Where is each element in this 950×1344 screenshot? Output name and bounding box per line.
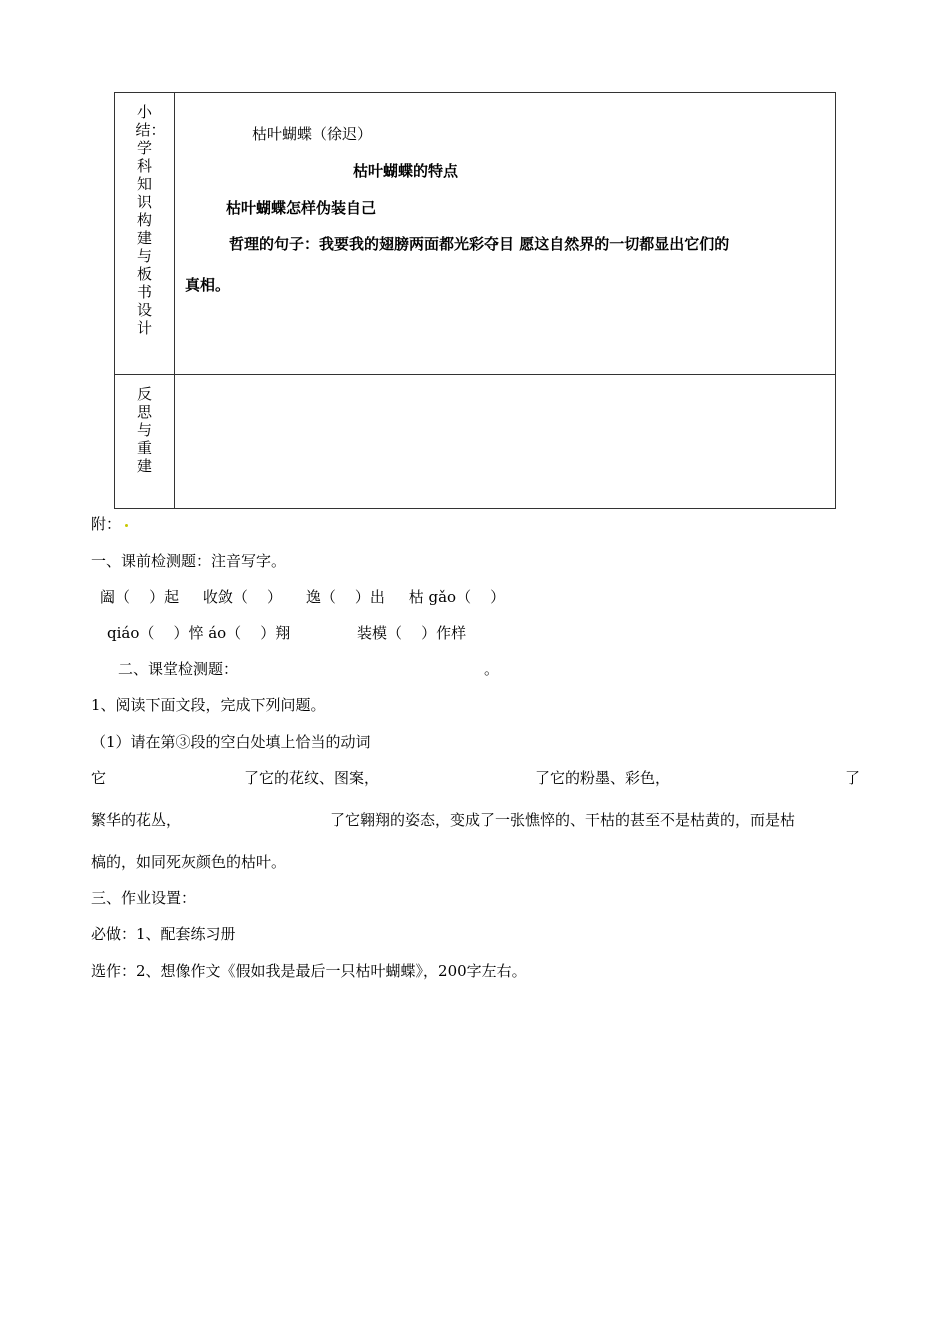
homework-required: 必做：1、配套练习册 (91, 925, 236, 943)
para-seg-4: 了 (845, 769, 861, 787)
reflection-content-cell (175, 375, 836, 509)
question-1-sub: （1）请在第③段的空白处填上恰当的动词 (91, 733, 371, 751)
pinyin-line-2: qiáo（ ）悴 áo（ ）翔 装模（ ）作样 (107, 624, 467, 642)
pinyin-line-1: 阖（ ）起 收敛（ ） 逸（ ）出 枯 gǎo（ ） (100, 588, 506, 606)
reflection-label: 反思与重建 (136, 385, 152, 475)
para-seg-7: 槁的，如同死灰颜色的枯叶。 (91, 853, 287, 871)
para-seg-3: 了它的粉墨、彩色， (535, 769, 671, 787)
point-features: 枯叶蝴蝶的特点 (353, 162, 459, 180)
para-seg-5: 繁华的花丛， (91, 811, 182, 829)
summary-label: 小结：学科知识构建与板书设计 (135, 103, 166, 337)
question-1: 1、阅读下面文段，完成下列问题。 (91, 696, 326, 714)
summary-content-cell (175, 93, 836, 375)
summary-row (115, 93, 836, 375)
dot-mark (125, 524, 128, 527)
section-pre-check: 一、课前检测题：注音写字。 (91, 552, 287, 570)
para-seg-6: 了它翱翔的姿态，变成了一张憔悴的、干枯的甚至不是枯黄的，而是枯 (330, 811, 796, 829)
homework-optional: 选作：2、想像作文《假如我是最后一只枯叶蝴蝶》，200字左右。 (91, 962, 527, 980)
reflection-row (115, 375, 836, 509)
para-seg-2: 了它的花纹、图案， (244, 769, 380, 787)
section-class-check: 二、课堂检测题： (118, 660, 239, 678)
para-seg-1: 它 (91, 769, 107, 787)
appendix-label: 附： (91, 515, 122, 533)
section-class-check-end: 。 (484, 660, 500, 678)
section-homework: 三、作业设置： (91, 889, 197, 907)
point-philosophy: 哲理的句子：我要我的翅膀两面都光彩夺目 愿这自然界的一切都显出它们的 (229, 235, 730, 253)
reflection-label-cell (115, 375, 175, 509)
lesson-title: 枯叶蝴蝶（徐迟） (252, 125, 373, 143)
lesson-table (114, 92, 836, 509)
point-philosophy-cont: 真相。 (185, 276, 231, 294)
point-disguise: 枯叶蝴蝶怎样伪装自己 (226, 199, 377, 217)
summary-label-cell (115, 93, 175, 375)
